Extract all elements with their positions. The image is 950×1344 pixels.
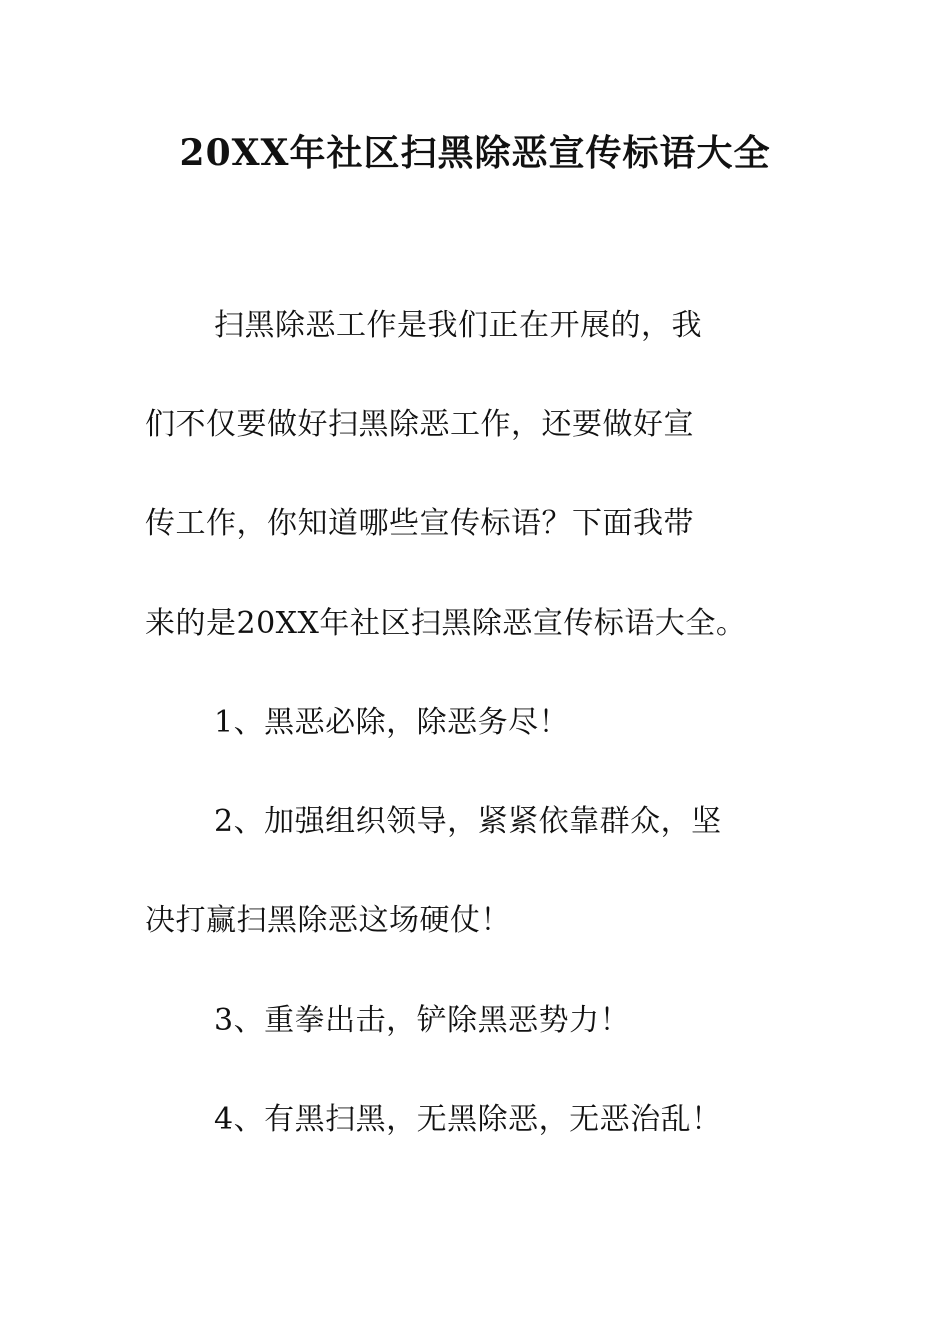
slogan-item: 1、黑恶必除，除恶务尽！ xyxy=(214,705,570,740)
page-title: 20XX年社区扫黑除恶宣传标语大全 xyxy=(179,132,771,174)
paragraph-line: 扫黑除恶工作是我们正在开展的，我 xyxy=(214,308,702,343)
paragraph-line: 传工作，你知道哪些宣传标语？下面我带 xyxy=(145,506,694,541)
slogan-item-continuation: 决打赢扫黑除恶这场硬仗！ xyxy=(145,903,511,938)
paragraph-line: 们不仅要做好扫黑除恶工作，还要做好宣 xyxy=(145,407,694,442)
slogan-item: 4、有黑扫黑，无黑除恶，无恶治乱！ xyxy=(214,1102,722,1137)
paragraph-line: 来的是20XX年社区扫黑除恶宣传标语大全。 xyxy=(145,606,747,641)
slogan-item: 3、重拳出击，铲除黑恶势力！ xyxy=(214,1003,631,1038)
slogan-item: 2、加强组织领导，紧紧依靠群众，坚 xyxy=(214,804,722,839)
